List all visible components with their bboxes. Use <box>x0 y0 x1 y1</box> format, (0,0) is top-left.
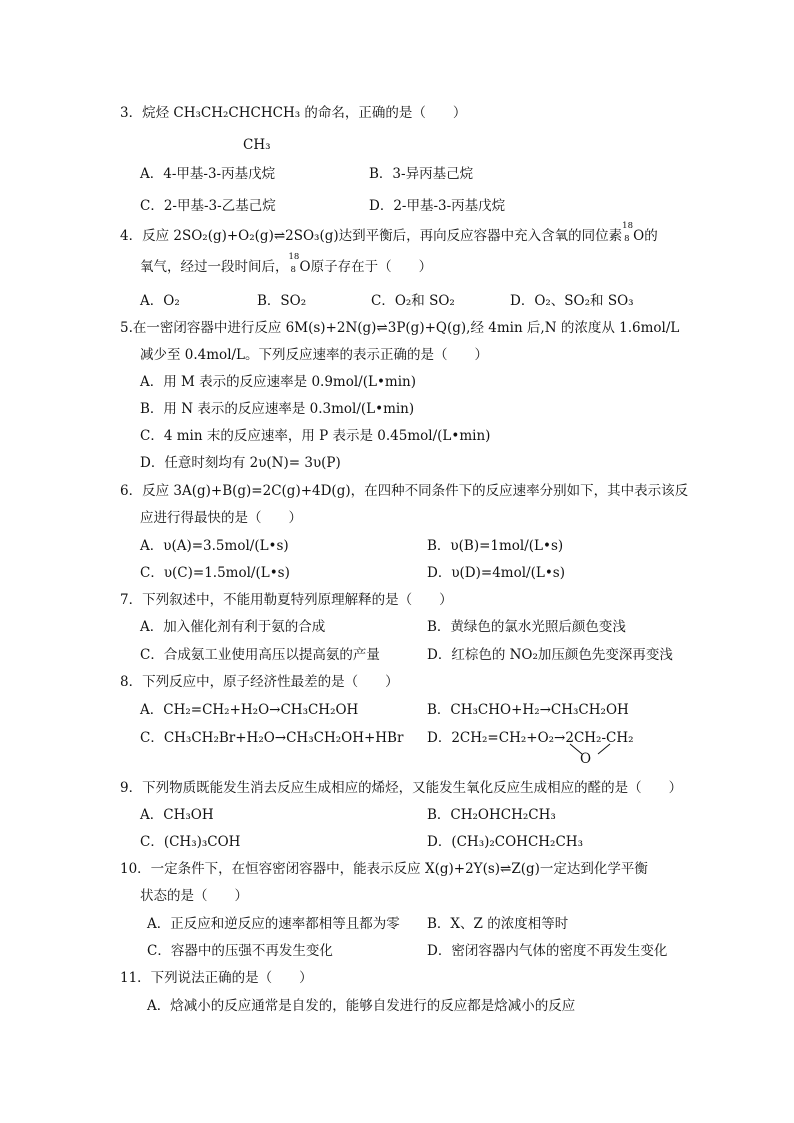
question-3-option-a: A．4-甲基-3-丙基戊烷 <box>140 166 276 182</box>
question-9-option-a: A．CH₃OH <box>140 807 214 823</box>
question-6-option-b: B．υ(B)=1mol/(L•s) <box>427 538 564 554</box>
question-4-option-c: C．O₂和 SO₂ <box>371 293 455 309</box>
question-4-stem-line-1 <box>120 221 658 245</box>
isotope-symbol: O <box>633 228 645 244</box>
question-3-branch-group: CH₃ <box>243 137 271 153</box>
question-9-option-b: B．CH₂OHCH₂CH₃ <box>427 807 556 823</box>
question-11-stem: 11．下列说法正确的是（ ） <box>120 970 313 986</box>
question-4-stem-end: 的 <box>644 228 658 244</box>
question-7-option-a: A．加入催化剂有利于氨的合成 <box>140 619 326 635</box>
question-9-stem: 9．下列物质既能发生消去反应生成相应的烯烃，又能发生氧化反应生成相应的醛的是（ ） <box>120 780 683 796</box>
question-7-option-b: B．黄绿色的氯水光照后颜色变浅 <box>427 619 626 635</box>
question-3-option-b: B．3-异丙基己烷 <box>369 166 474 182</box>
question-10-stem-line-1: 10．一定条件下，在恒容密闭容器中，能表示反应 X(g)+2Y(s)⇌Z(g)一定达到化学平衡 <box>120 861 648 877</box>
oxygen-18-isotope-2 <box>288 252 300 275</box>
question-4-option-d: D．O₂、SO₂和 SO₃ <box>510 293 634 309</box>
question-10-option-a: A．正反应和逆反应的速率都相等且都为零 <box>147 916 400 932</box>
question-9-option-d: D．(CH₃)₂COHCH₂CH₃ <box>427 834 583 850</box>
question-3-option-c: C．2-甲基-3-乙基己烷 <box>140 198 276 214</box>
question-8-stem: 8．下列反应中，原子经济性最差的是（ ） <box>120 674 399 690</box>
question-8-option-c: C．CH₃CH₂Br+H₂O→CH₃CH₂OH+HBr <box>140 730 404 746</box>
question-10-option-b: B．X、Z 的浓度相等时 <box>427 916 569 932</box>
question-8-option-d: D．2CH₂=CH₂+O₂→2CH₂-CH₂ <box>427 730 634 746</box>
question-8-option-a: A．CH₂=CH₂+H₂O→CH₃CH₂OH <box>140 702 359 718</box>
question-4-stem-text-3: 原子存在于（ ） <box>310 259 433 275</box>
question-4-option-b: B．SO₂ <box>257 293 307 309</box>
question-4-reactants: 4．反应 2SO₂(g)+O₂(g) <box>120 228 274 244</box>
question-11-option-a: A．焓减小的反应通常是自发的，能够自发进行的反应都是焓减小的反应 <box>147 998 576 1014</box>
isotope-atomic-number-2: 8 <box>290 265 296 275</box>
question-4-stem-text: 2SO₃(g)达到平衡后，再向反应容器中充入含氧的同位素 <box>285 228 623 244</box>
question-7-option-d: D．红棕色的 NO₂加压颜色先变深再变浅 <box>427 647 673 663</box>
question-9-option-c: C．(CH₃)₃COH <box>140 834 241 850</box>
equilibrium-arrow-icon: ⇌ <box>273 228 286 244</box>
question-10-option-c: C．容器中的压强不再发生变化 <box>147 943 333 959</box>
isotope-symbol-2: O <box>299 259 311 275</box>
question-6-stem-line-1: 6．反应 3A(g)+B(g)=2C(g)+4D(g)，在四种不同条件下的反应速率分别如下，其中表示该反 <box>120 483 689 499</box>
question-8-option-b: B．CH₃CHO+H₂→CH₃CH₂OH <box>427 702 629 718</box>
isotope-mass-number: 18 <box>622 221 633 231</box>
epoxide-oxygen-atom: O <box>580 751 592 767</box>
question-5-stem-line-1: 5.在一密闭容器中进行反应 6M(s)+2N(g)⇌3P(g)+Q(g),经 4min 后,N 的浓度从 1.6mol/L <box>120 320 680 336</box>
isotope-mass-number-2: 18 <box>288 252 300 262</box>
question-10-option-d: D．密闭容器内气体的密度不再发生变化 <box>427 943 668 959</box>
question-4-stem-line-2 <box>140 252 433 276</box>
question-4-stem-text-2: 氧气，经过一段时间后， <box>140 259 289 275</box>
question-6-option-a: A．υ(A)=3.5mol/(L•s) <box>140 538 289 554</box>
question-7-stem: 7．下列叙述中，不能用勒夏特列原理解释的是（ ） <box>120 592 453 608</box>
question-6-option-d: D．υ(D)=4mol/(L•s) <box>427 565 565 581</box>
isotope-atomic-number: 8 <box>624 234 630 244</box>
question-3-option-d: D．2-甲基-3-丙基戊烷 <box>369 198 506 214</box>
question-5-stem-line-2: 减少至 0.4mol/L。下列反应速率的表示正确的是（ ） <box>140 347 489 363</box>
oxygen-18-isotope <box>622 221 633 244</box>
question-6-stem-line-2: 应进行得最快的是（ ） <box>140 510 302 526</box>
question-10-stem-line-2: 状态的是（ ） <box>140 888 248 904</box>
question-3-stem: 3．烷烃 CH₃CH₂CHCHCH₃ 的命名，正确的是（ ） <box>120 105 467 121</box>
question-5-option-a: A．用 M 表示的反应速率是 0.9mol/(L•min) <box>140 374 416 390</box>
question-6-option-c: C．υ(C)=1.5mol/(L•s) <box>140 565 290 581</box>
question-5-option-d: D．任意时刻均有 2υ(N)= 3υ(P) <box>140 455 341 471</box>
question-5-option-b: B．用 N 表示的反应速率是 0.3mol/(L•min) <box>140 401 415 417</box>
question-7-option-c: C．合成氨工业使用高压以提高氨的产量 <box>140 647 380 663</box>
question-4-option-a: A．O₂ <box>140 293 180 309</box>
question-5-option-c: C．4 min 末的反应速率，用 P 表示是 0.45mol/(L•min) <box>140 428 491 444</box>
